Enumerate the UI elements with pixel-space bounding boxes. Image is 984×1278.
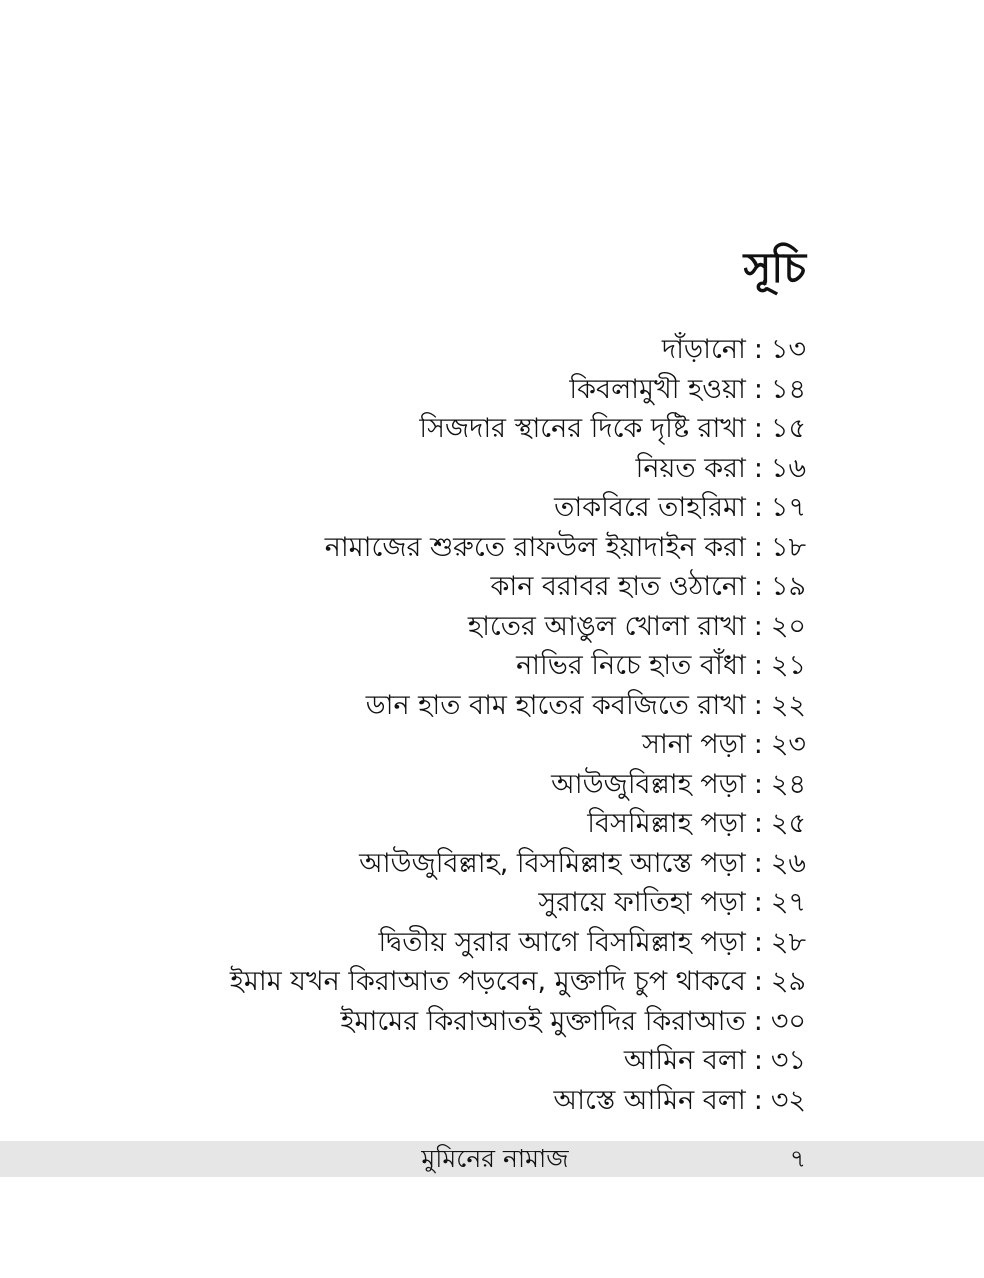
toc-entry-title: আউজুবিল্লাহ, বিসমিল্লাহ আস্তে পড়া xyxy=(359,847,746,879)
toc-entry-title: আমিন বলা xyxy=(623,1045,746,1076)
toc-separator: : xyxy=(753,571,763,602)
toc-entry xyxy=(26,804,806,844)
toc-entry xyxy=(26,528,806,568)
toc-entry-page: ৩০ xyxy=(770,1005,806,1037)
toc-entry xyxy=(26,844,806,884)
toc-entry-title: আস্তে আমিন বলা xyxy=(553,1084,746,1116)
toc-entry-title: ইমাম যখন কিরাআত পড়বেন, মুক্তাদি চুপ থাকবে xyxy=(229,966,746,997)
toc-entry-title: ইমামের কিরাআতই মুক্তাদির কিরাআত xyxy=(340,1005,746,1037)
toc-separator: : xyxy=(753,1005,763,1037)
toc-entry-page: ১৮ xyxy=(770,531,806,563)
toc-entry-title: নাভির নিচে হাত বাঁধা xyxy=(516,650,746,681)
toc-entry xyxy=(26,765,806,805)
toc-entry-title: সুরায়ে ফাতিহা পড়া xyxy=(538,887,746,918)
toc-entry-page: ২৪ xyxy=(770,768,806,800)
footer-page-number: ৭ xyxy=(789,1144,806,1173)
toc-entry-page: ৩২ xyxy=(770,1084,806,1116)
toc-separator: : xyxy=(753,966,763,997)
toc-separator: : xyxy=(753,610,763,642)
toc-entry xyxy=(26,1041,806,1081)
toc-separator: : xyxy=(753,334,763,365)
table-of-contents xyxy=(26,330,806,1120)
toc-entry-page: ২৬ xyxy=(770,847,806,879)
toc-entry-page: ২৯ xyxy=(770,966,806,997)
toc-entry xyxy=(26,567,806,607)
toc-separator: : xyxy=(753,373,763,405)
toc-entry xyxy=(26,330,806,370)
toc-entry xyxy=(26,1002,806,1042)
toc-separator: : xyxy=(753,413,763,444)
toc-separator: : xyxy=(753,1045,763,1076)
toc-entry-page: ৩১ xyxy=(770,1045,806,1076)
toc-entry xyxy=(26,409,806,449)
toc-separator: : xyxy=(753,926,763,958)
toc-entry xyxy=(26,370,806,410)
toc-entry-title: আউজুবিল্লাহ পড়া xyxy=(551,768,746,800)
toc-separator: : xyxy=(753,689,763,721)
toc-entry-title: হাতের আঙুল খোলা রাখা xyxy=(467,610,746,642)
toc-entry-title: নিয়ত করা xyxy=(635,452,746,484)
toc-entry xyxy=(26,725,806,765)
toc-entry-page: ১৪ xyxy=(770,373,806,405)
toc-entry-page: ২১ xyxy=(770,650,806,681)
toc-separator: : xyxy=(753,531,763,563)
toc-separator: : xyxy=(753,847,763,879)
toc-entry-title: কান বরাবর হাত ওঠানো xyxy=(490,571,746,602)
toc-separator: : xyxy=(753,1084,763,1116)
toc-entry-title: সিজদার স্থানের দিকে দৃষ্টি রাখা xyxy=(419,413,746,444)
toc-entry xyxy=(26,607,806,647)
page-footer xyxy=(0,1141,984,1177)
page-title: সূচি xyxy=(743,243,806,292)
toc-entry xyxy=(26,1081,806,1121)
toc-separator: : xyxy=(753,768,763,800)
footer-book-title: মুমিনের নামাজ xyxy=(421,1144,569,1173)
toc-entry-page: ১৭ xyxy=(770,492,806,523)
toc-separator: : xyxy=(753,808,763,839)
toc-entry-title: সানা পড়া xyxy=(642,729,746,760)
toc-entry-title: তাকবিরে তাহরিমা xyxy=(554,492,746,523)
toc-entry-page: ২৩ xyxy=(770,729,806,760)
toc-entry xyxy=(26,449,806,489)
toc-entry xyxy=(26,923,806,963)
toc-entry xyxy=(26,883,806,923)
toc-entry-page: ২৭ xyxy=(770,887,806,918)
toc-entry-page: ১৯ xyxy=(770,571,806,602)
toc-entry-page: ১৫ xyxy=(770,413,806,444)
toc-entry-title: ডান হাত বাম হাতের কবজিতে রাখা xyxy=(365,689,746,721)
toc-entry-page: ১৬ xyxy=(770,452,806,484)
toc-separator: : xyxy=(753,452,763,484)
toc-entry-page: ২৫ xyxy=(770,808,806,839)
toc-entry-page: ২২ xyxy=(770,689,806,721)
toc-entry xyxy=(26,686,806,726)
toc-entry-title: নামাজের শুরুতে রাফউল ইয়াদাইন করা xyxy=(324,531,746,563)
toc-separator: : xyxy=(753,492,763,523)
toc-entry-page: ২৮ xyxy=(770,926,806,958)
toc-separator: : xyxy=(753,887,763,918)
toc-entry-page: ২০ xyxy=(770,610,806,642)
toc-entry xyxy=(26,488,806,528)
toc-entry xyxy=(26,962,806,1002)
toc-entry-title: কিবলামুখী হওয়া xyxy=(569,373,746,405)
toc-entry-title: দ্বিতীয় সুরার আগে বিসমিল্লাহ পড়া xyxy=(378,926,746,958)
toc-entry-page: ১৩ xyxy=(770,334,806,365)
toc-separator: : xyxy=(753,650,763,681)
toc-entry xyxy=(26,646,806,686)
toc-separator: : xyxy=(753,729,763,760)
toc-entry-title: দাঁড়ানো xyxy=(661,334,746,365)
toc-entry-title: বিসমিল্লাহ পড়া xyxy=(587,808,746,839)
